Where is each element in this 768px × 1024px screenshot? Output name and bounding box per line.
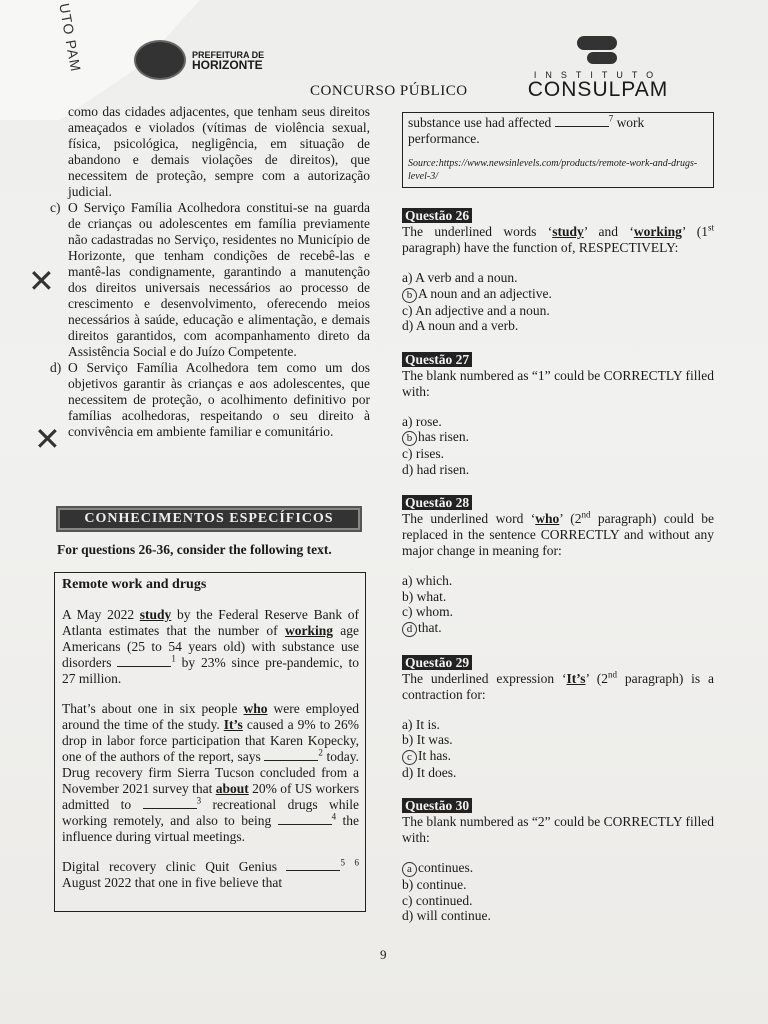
question-26 — [402, 202, 714, 334]
handwritten-x-mark-1: ✕ — [28, 262, 55, 300]
option-selected[interactable]: b A noun and an adjective. — [402, 286, 714, 303]
consulpam-icon — [577, 36, 619, 66]
reading-text-box — [54, 572, 366, 912]
instituto-label: INSTITUTO — [533, 70, 663, 80]
blank-5 — [286, 860, 340, 871]
blank-3 — [143, 798, 197, 809]
circled-answer-icon: a — [402, 862, 417, 877]
paragraph-3: Digital recovery clinic Quit Genius $^5$ $^6$ August 2022 that one in five believe that — [62, 857, 359, 890]
option-c-label: c) — [50, 200, 61, 215]
concurso-title: CONCURSO PÚBLICO — [310, 83, 468, 99]
option-selected[interactable]: b has risen. — [402, 429, 714, 446]
source-citation: Source:https://www.newsinlevels.com/products/remote-work-and-drugs-level-3/ — [408, 158, 698, 182]
option-d — [50, 360, 370, 440]
question-30-title: Questão 30 — [402, 798, 472, 813]
circled-answer-icon: d — [402, 622, 417, 637]
question-28-title: Questão 28 — [402, 495, 472, 510]
option[interactable]: d) A noun and a verb. — [402, 318, 519, 333]
question-29-options — [402, 717, 714, 781]
prefeitura-line2: HORIZONTE — [192, 58, 263, 72]
option[interactable]: c) An adjective and a noun. — [402, 302, 550, 318]
option[interactable]: b) continue. — [402, 877, 467, 892]
word-who: who — [243, 701, 268, 716]
blank-4 — [278, 814, 332, 825]
instruction-text: For questions 26-36, consider the following text. — [57, 542, 332, 557]
text-continuation-box — [402, 112, 714, 188]
option-selected[interactable]: c It has. — [402, 748, 714, 765]
option-c — [50, 200, 370, 360]
blank-1 — [117, 656, 171, 667]
blank-2 — [264, 750, 318, 761]
option-c-text: O Serviço Família Acolhedora constitui-se na guarda de crianças ou adolescentes em família previamente não cadastradas no Serviço, residentes no Município de Horizonte, que tenham condições de recebê-las e mantê-las condignamente, garantindo a manutenção dos direitos universais necessários ao processo de crescimento e desenvolvimento, oferecendo meios necessários à saúde, educação e alimentação, e demais direitos garantidos, com acompanhamento direto da Assistência Social e do Juízo Competente. — [68, 200, 370, 359]
question-30-options — [402, 860, 714, 924]
option[interactable]: a) It is. — [402, 716, 440, 732]
prefeitura-text — [192, 50, 264, 70]
box-text: substance use had affected $^7$ work performance. — [408, 113, 645, 146]
circled-answer-icon: b — [402, 288, 417, 303]
question-26-title: Questão 26 — [402, 208, 472, 223]
page-number: 9 — [380, 947, 387, 962]
section-banner: CONHECIMENTOS ESPECÍFICOS — [58, 508, 360, 530]
text-title: Remote work and drugs — [62, 577, 207, 592]
corner-fragment-text: UTO PAM — [56, 2, 85, 74]
option[interactable]: d) will continue. — [402, 908, 491, 923]
circled-answer-icon: c — [402, 750, 417, 765]
word-its: It’s — [223, 717, 243, 732]
crest-icon — [134, 40, 186, 80]
word-study: study — [139, 607, 172, 622]
option[interactable]: d) It does. — [402, 764, 457, 780]
option-d-label: d) — [50, 360, 62, 375]
word-about: about — [215, 781, 249, 796]
option[interactable]: a) A verb and a noun. — [402, 270, 518, 285]
paragraph-1: A May 2022 study by the Federal Reserve Bank of Atlanta estimates that the number of working age Americans (25 to 54 years old) with substance use disorders $^1$ by 23% since pre-pandemic, to 27 million. — [62, 607, 359, 686]
question-27-stem: The blank numbered as “1” could be CORRECTLY filled with: — [402, 367, 714, 399]
consulpam-label: CONSULPAM — [527, 78, 669, 101]
option-selected[interactable]: a continues. — [402, 860, 714, 877]
question-28-stem: The underlined word ‘who’ (2nd paragraph) could be replaced in the sentence CORRECTLY and without any major change in meaning for: — [402, 509, 714, 558]
question-27-title: Questão 27 — [402, 352, 472, 367]
blank-7 — [555, 116, 609, 127]
question-29 — [402, 649, 714, 781]
word-working: working — [284, 623, 333, 638]
question-29-stem: The underlined expression ‘It’s’ (2nd paragraph) is a contraction for: — [402, 669, 714, 702]
option[interactable]: b) what. — [402, 588, 447, 604]
continuation-text: como das cidades adjacentes, que tenham seus direitos ameaçados e violados (vítimas de violência sexual, física, psicológica, negligência, em situação de abandono e demais violações de direitos), que necessitem de proteção, sempre com a autorização judicial. — [68, 104, 370, 199]
question-30 — [402, 792, 714, 924]
question-27 — [402, 346, 714, 478]
handwritten-x-mark-2: ✕ — [34, 420, 61, 458]
question-26-stem: The underlined words ‘study’ and ‘working’ (1st paragraph) have the function of, RESPECTIVELY: — [402, 222, 714, 255]
right-column — [402, 112, 714, 936]
option-selected[interactable]: d that. — [402, 620, 714, 637]
option-d-text: O Serviço Família Acolhedora tem como um dos objetivos garantir às crianças e aos adolescentes, que necessitem de proteção, o acolhimento definitivo por famílias acolhedoras, respeitando o seu direito à convivência em ambiente familiar e comunitário. — [68, 360, 370, 439]
option[interactable]: b) It was. — [402, 732, 453, 747]
option[interactable]: d) had risen. — [402, 461, 470, 477]
question-26-options — [402, 270, 714, 334]
question-29-title: Questão 29 — [402, 655, 472, 670]
option[interactable]: c) rises. — [402, 446, 444, 461]
question-28 — [402, 489, 714, 637]
option[interactable]: a) rose. — [402, 413, 442, 429]
left-column — [50, 104, 370, 440]
prefeitura-logo — [134, 40, 264, 80]
question-27-options — [402, 414, 714, 478]
option[interactable]: c) whom. — [402, 604, 453, 619]
paragraph-2: That’s about one in six people who were employed around the time of the study. It’s caused a 9% to 26% drop in labor force participation that Karen Kopecky, one of the authors of the report, says $^2$ today. Drug recovery firm Sierra Tucson concluded from a November 2021 survey that about 20% of US workers admitted to $^3$ recreational drugs while working remotely, and also to being $^4$ the influence during virtual meetings. — [62, 701, 360, 844]
question-28-options — [402, 573, 714, 637]
option[interactable]: a) which. — [402, 573, 453, 588]
circled-answer-icon: b — [402, 431, 417, 446]
consulpam-logo — [518, 36, 678, 102]
option[interactable]: c) continued. — [402, 892, 473, 908]
question-30-stem: The blank numbered as “2” could be CORRECTLY filled with: — [402, 814, 714, 845]
prefeitura-line1: PREFEITURA DE — [192, 50, 265, 60]
